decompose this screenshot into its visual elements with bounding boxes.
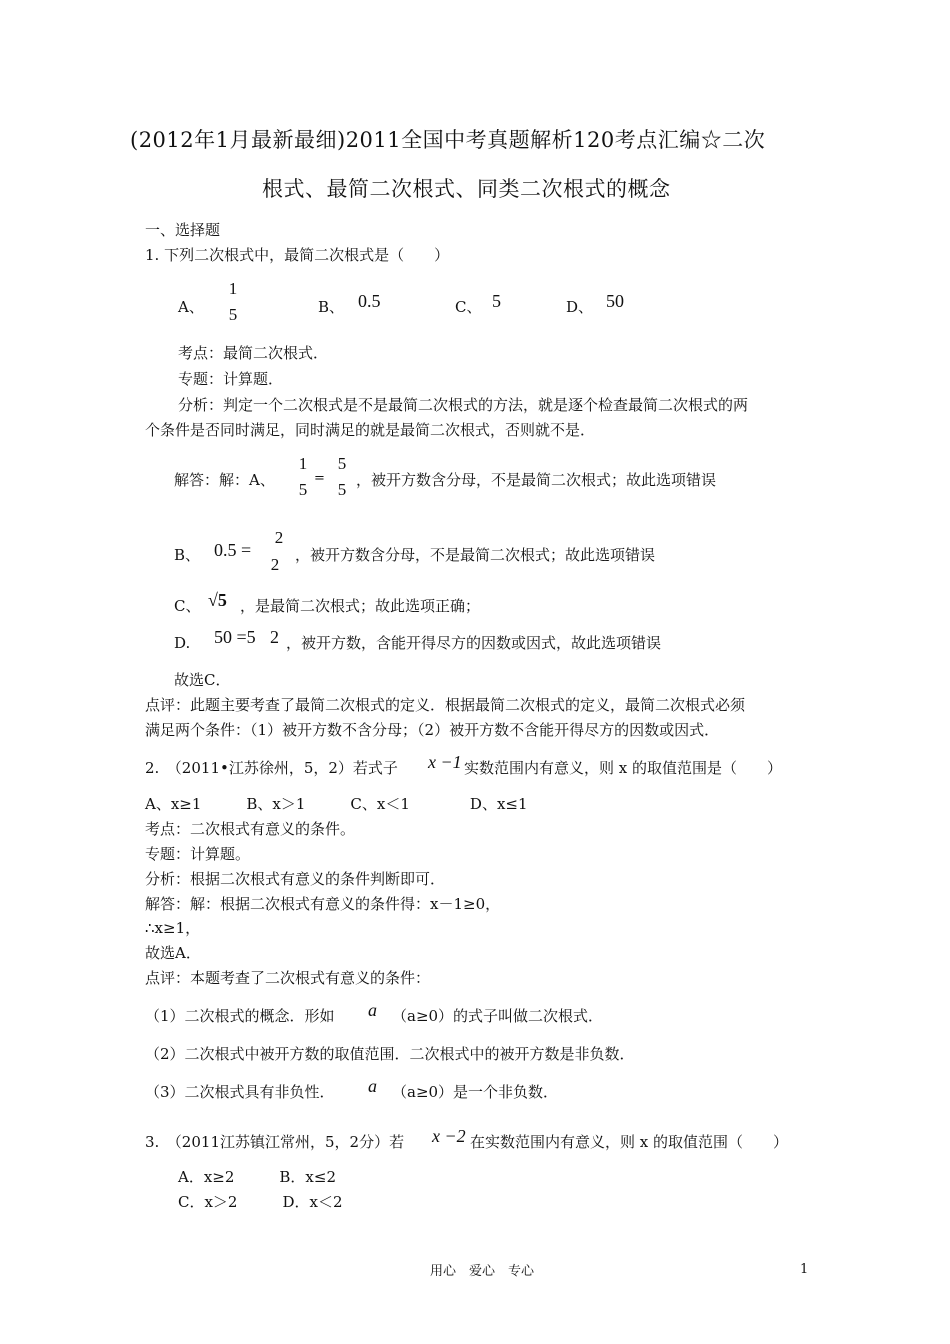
q1-answer-a-label: 解答：解：A、 <box>174 471 275 489</box>
q1-zhuanti: 专题：计算题． <box>178 370 284 388</box>
q2-comment: 点评：本题考查了二次根式有意义的条件： <box>145 969 431 987</box>
q2-stem-prefix: 2. （2011•江苏徐州，5，2）若式子 <box>145 759 398 777</box>
q1-answer-a-text: ，被开方数含分母，不是最简二次根式；故此选项错误 <box>356 471 717 489</box>
footer-motto: 用心 爱心 专心 <box>430 1264 535 1279</box>
q1-answer-c-text: ，是最简二次根式；故此选项正确； <box>240 597 481 615</box>
q1-answer-d-text: ，被开方数，含能开得尽方的因数或因式，故此选项错误 <box>286 634 662 652</box>
q1-answer-b-numerator: 2 <box>274 528 284 547</box>
q1-option-d-value: 50 <box>606 291 624 311</box>
q1-answer-b-text: ，被开方数含分母，不是最简二次根式；故此选项错误 <box>295 546 656 564</box>
q1-kaodian: 考点：最简二次根式． <box>178 344 329 362</box>
q2-stem-expression: x −1 <box>428 752 462 772</box>
q1-option-b-value: 0.5 <box>358 291 381 311</box>
q1-fenxi-line2: 个条件是否同时满足，同时满足的就是最简二次根式，否则就不是． <box>145 421 596 439</box>
q1-answer-d-expr: 50 =5 <box>214 627 256 647</box>
q3-options-row2: C．x＞2 D．x＜2 <box>178 1193 343 1211</box>
q2-point1-variable: a <box>368 1000 377 1020</box>
q2-kaodian: 考点：二次根式有意义的条件。 <box>145 820 356 838</box>
q1-answer-a-den1: 5 <box>298 480 308 499</box>
q1-answer-a-den2: 5 <box>337 480 347 499</box>
q1-stem: 1. 下列二次根式中，最简二次根式是（ ） <box>145 246 450 264</box>
q2-therefore: ∴x≥1， <box>145 919 201 937</box>
q1-answer-d-expr2: 2 <box>270 627 279 647</box>
q2-point2: （2）二次根式中被开方数的取值范围．二次根式中的被开方数是非负数． <box>145 1045 635 1063</box>
q1-answer-d-label: D. <box>174 634 191 652</box>
q1-answer-c-expr: √5 <box>208 590 227 610</box>
q2-point1-prefix: （1）二次根式的概念．形如 <box>145 1007 335 1025</box>
q1-answer-b-expr: 0.5 = <box>214 540 252 560</box>
q1-fenxi-line1: 分析：判定一个二次根式是不是最简二次根式的方法，就是逐个检查最简二次根式的两 <box>178 396 749 414</box>
q3-stem-suffix: 在实数范围内有意义，则 x 的取值范围（ ） <box>470 1133 788 1151</box>
q2-stem-suffix: 实数范围内有意义，则 x 的取值范围是（ ） <box>464 759 782 777</box>
q1-conclusion: 故选C． <box>174 671 231 689</box>
q1-option-a-label: A、 <box>178 298 204 316</box>
q2-zhuanti: 专题：计算题。 <box>145 845 251 863</box>
q1-option-c-label: C、 <box>455 298 482 316</box>
q1-answer-a-num1: 1 <box>298 454 308 473</box>
q2-point3-variable: a <box>368 1076 377 1096</box>
q2-point3-suffix: （a≥0）是一个非负数． <box>392 1083 559 1101</box>
q1-comment-line2: 满足两个条件：（1）被开方数不含分母；（2）被开方数不含能开得尽方的因数或因式． <box>145 721 720 739</box>
q1-option-a-numerator: 1 <box>228 279 238 298</box>
page-number: 1 <box>800 1262 809 1277</box>
q2-answer: 解答：解：根据二次根式有意义的条件得：x－1≥0， <box>145 895 501 913</box>
q1-option-c-value: 5 <box>492 291 501 311</box>
q3-stem-prefix: 3. （2011江苏镇江常州，5，2分）若 <box>145 1133 405 1151</box>
doc-title-line1: (2012年1月最新最细)2011全国中考真题解析120考点汇编☆二次 <box>130 128 766 152</box>
section-heading: 一、选择题 <box>145 221 221 239</box>
q2-point3-prefix: （3）二次根式具有非负性． <box>145 1083 335 1101</box>
q1-option-a-denominator: 5 <box>228 305 238 324</box>
q1-answer-b-denominator: 2 <box>270 555 280 574</box>
q1-answer-c-label: C、 <box>174 597 201 615</box>
doc-title-line2: 根式、最简二次根式、同类二次根式的概念 <box>262 177 671 201</box>
q2-options: A、x≥1 B、x＞1 C、x＜1 D、x≤1 <box>145 795 528 813</box>
q1-answer-a-num2: 5 <box>337 454 347 473</box>
q2-fenxi: 分析：根据二次根式有意义的条件判断即可． <box>145 870 446 888</box>
q1-option-d-label: D、 <box>566 298 594 316</box>
q1-answer-a-equals: = <box>314 471 325 486</box>
q3-stem-expression: x −2 <box>432 1126 466 1146</box>
q1-option-b-label: B、 <box>318 298 345 316</box>
q3-options-row1: A．x≥2 B．x≤2 <box>178 1168 336 1186</box>
q1-comment-line1: 点评：此题主要考查了最简二次根式的定义．根据最简二次根式的定义，最简二次根式必须 <box>145 696 746 714</box>
q2-conclusion: 故选A． <box>145 944 201 962</box>
q1-answer-b-label: B、 <box>174 546 201 564</box>
q2-point1-suffix: （a≥0）的式子叫做二次根式． <box>392 1007 604 1025</box>
